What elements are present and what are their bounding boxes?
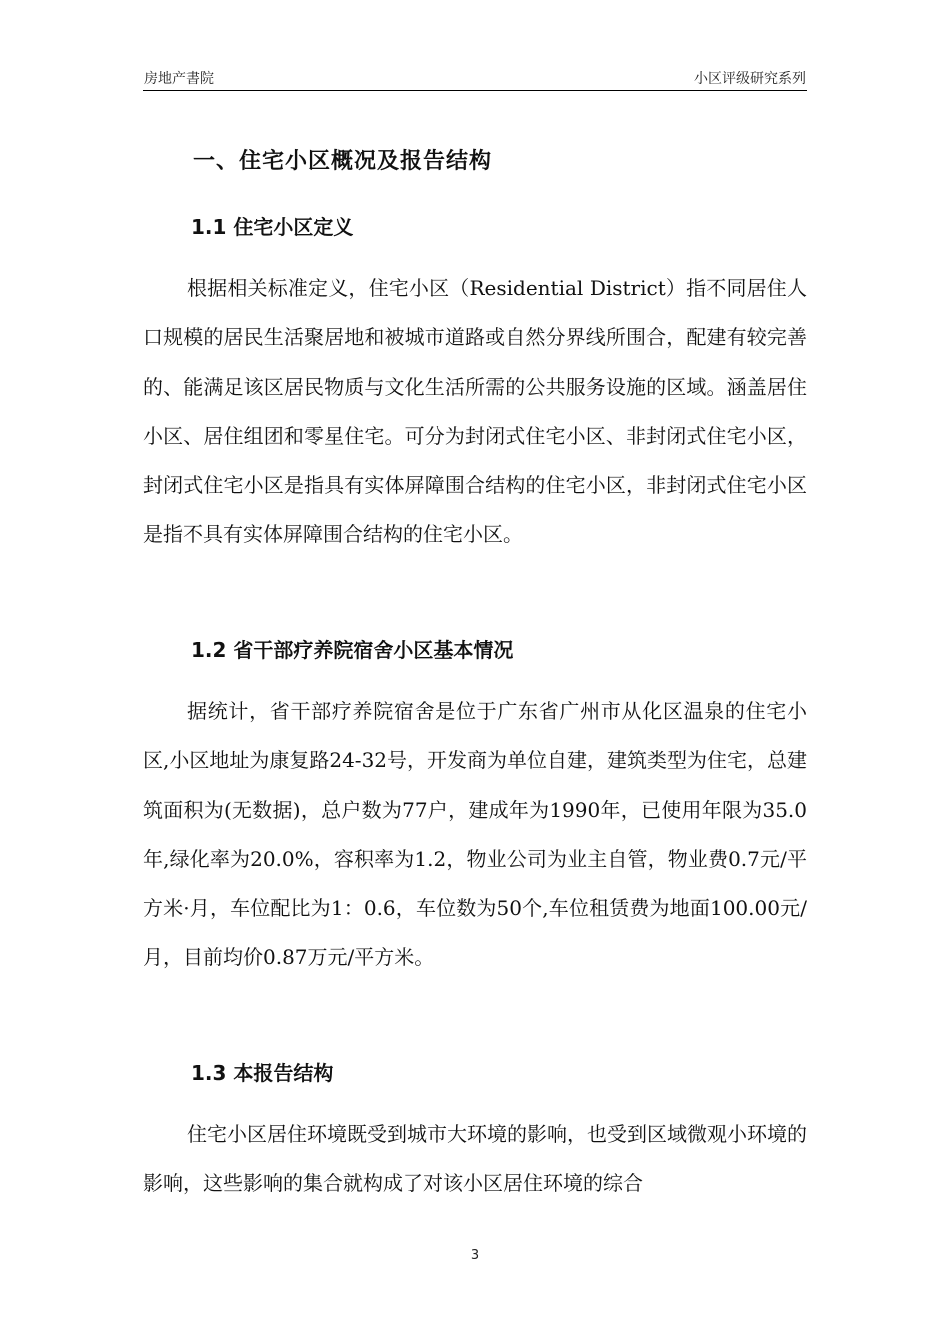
page-number: 3: [470, 1248, 480, 1263]
paragraph-definition: 根据相关标准定义，住宅小区（Residential District）指不同居住人口规模的居民生活聚居地和被城市道路或自然分界线所围合，配建有较完善的、能满足该区居民物质与文化生活所需的公共服务设施的区域。涵盖居住小区、居住组团和零星住宅。可分为封闭式住宅小区、非封闭式住宅小区，封闭式住宅小区是指具有实体屏障围合结构的住宅小区，非封闭式住宅小区是指不具有实体屏障围合结构的住宅小区。: [143, 276, 807, 547]
subsection-heading-1-1: 1.1 住宅小区定义: [191, 215, 354, 239]
paragraph-report-structure: 住宅小区居住环境既受到城市大环境的影响，也受到区域微观小环境的影响，这些影响的集合就构成了对该小区居住环境的综合: [143, 1122, 807, 1196]
subsection-heading-1-3: 1.3 本报告结构: [191, 1061, 334, 1085]
header-publisher: 房地产書院: [144, 71, 214, 87]
page-header: [143, 64, 807, 91]
paragraph-basic-info: 据统计，省干部疗养院宿舍是位于广东省广州市从化区温泉的住宅小区,小区地址为康复路24-32号，开发商为单位自建，建筑类型为住宅，总建筑面积为(无数据)，总户数为77户，建成年为1990年，已使用年限为35.0年,绿化率为20.0%，容积率为1.2，物业公司为业主自管，物业费0.7元/平方米·月，车位配比为1：0.6，车位数为50个,车位租赁费为地面100.00元/月，目前均价0.87万元/平方米。: [143, 699, 808, 970]
header-series-title: 小区评级研究系列: [694, 71, 806, 87]
subsection-heading-1-2: 1.2 省干部疗养院宿舍小区基本情况: [191, 638, 514, 662]
section-title: 一、住宅小区概况及报告结构: [193, 149, 493, 174]
